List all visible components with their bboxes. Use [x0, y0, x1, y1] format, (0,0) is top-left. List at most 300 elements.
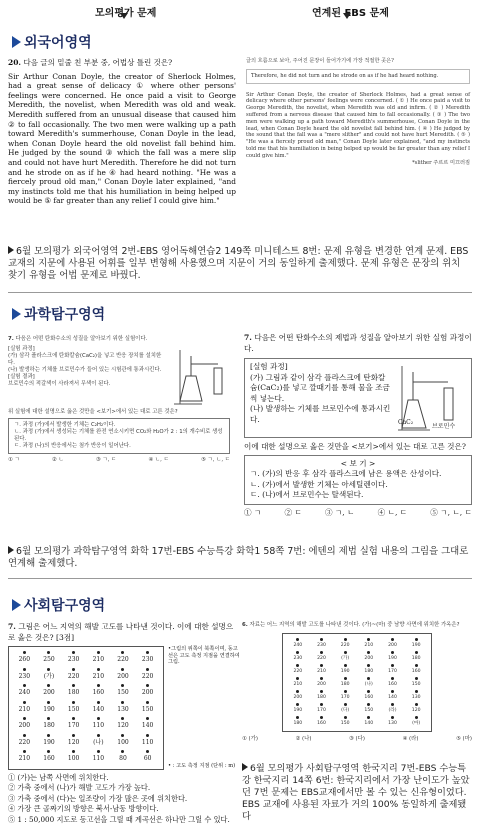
elevation-value: 190 — [293, 708, 302, 713]
bullet-icon — [242, 763, 248, 771]
bullet-icon — [8, 546, 14, 554]
ebs-passage: Sir Arthur Conan Doyle, the creator of Sherlock Holmes, had a great sense of delicacy where other persons' feelings were concerned. ( ① ) He once paid a visit to George Meredith, the novelist, when Meredith was old and infirm. ( ② ) Meredith suffered from a nervous disease that caused him to fall occasionally. ( ③ ) The two men were walking up a path toward Meredith's summerhouse, Conan Doyle in the lead, when Conan Doyle heard the old novelist fall behind him. ( ④ ) He judged by the sound that the fall was a "mere slither" and could not have hurt Meredith. ( ⑤ ) "He was a fiercely proud old man," Conan Doyle later explained, "and my instincts told me that his humiliation in being helped up would be far greater than any relief I could give him." — [246, 92, 470, 160]
measurement-point-icon — [23, 717, 26, 720]
elevation-cell — [382, 716, 404, 727]
measurement-point-icon — [296, 716, 299, 719]
elevation-cell — [112, 701, 135, 716]
elevation-cell — [358, 664, 380, 675]
elevation-cell — [334, 677, 356, 688]
measurement-point-icon — [296, 690, 299, 693]
measurement-point-icon — [121, 651, 124, 654]
elevation-cell — [382, 651, 404, 662]
elevation-cell — [13, 651, 36, 666]
elevation-value: 220 — [142, 673, 153, 680]
triangle-bullet-icon — [12, 36, 21, 48]
elevation-value: 130 — [388, 721, 397, 726]
divider — [8, 578, 472, 579]
elevation-value: 150 — [341, 721, 350, 726]
measurement-point-icon — [72, 717, 75, 720]
elevation-cell — [358, 703, 380, 714]
foreign-mock-question: 20. 다음 글의 밑줄 친 부분 중, 어법상 틀린 것은? Sir Arthur Conan Doyle, the creator of Sherlock Holmes, had a great sense of delicacy ① where other persons' feelings were concerned. He once paid a visit to George Meredith, the novelist, when Meredith was old and weak. Meredith suffered from an unusual disease that caused him ② to fall occasionally. The two men were walking up a path toward Meredith's summerhouse, Conan Doyle in the lead, when Conan Doyle heard the old novelist fall behind him. He judged by the sound ③ which the fall was a mere slip and could not have hurt Meredith. Therefore he did not turn and he strode on as if he ④ had heard nothing. "He was a fiercely proud old man," Conan Doyle later explained, "and my instincts told me that his humiliation in being helped up would be ⑤ far greater than any relief I could give him." — [8, 58, 236, 206]
bogi-box: ㄱ. 과정 (가)에서 발생한 기체는 C₂H₂이다. ㄴ. 과정 (가)에서 생성되는 기체를 완전 연소시키면 CO₂와 H₂O가 2 : 1의 개수비로 생성된다. ㄷ. 과정 (나)의 반응에서는 첨가 반응이 일어난다. — [8, 418, 230, 454]
elevation-cell — [287, 703, 309, 714]
elevation-value: 150 — [364, 708, 373, 713]
measurement-point-icon — [47, 668, 50, 671]
measurement-point-icon — [121, 734, 124, 737]
elevation-cell — [287, 664, 309, 675]
elevation-cell — [62, 684, 85, 699]
measurement-point-icon — [23, 684, 26, 687]
elevation-value: 180 — [68, 689, 79, 696]
measurement-point-icon — [367, 638, 370, 641]
elevation-cell — [13, 668, 36, 683]
elevation-value: 200 — [388, 643, 397, 648]
elevation-cell — [136, 734, 159, 749]
elevation-value: 180 — [293, 721, 302, 726]
elevation-cell — [136, 651, 159, 666]
elevation-value: 180 — [341, 682, 350, 687]
measurement-point-icon — [146, 750, 149, 753]
measurement-point-icon — [391, 638, 394, 641]
measurement-point-icon — [320, 638, 323, 641]
elevation-cell — [358, 651, 380, 662]
elevation-cell — [287, 651, 309, 662]
elevation-cell — [334, 651, 356, 662]
elevation-cell — [405, 638, 427, 649]
elevation-cell — [136, 717, 159, 732]
elevation-value: 150 — [68, 706, 79, 713]
option[interactable]: ⑤ 1 : 50,000 지도로 동고선을 그릴 때 계곡선은 하나만 그릴 수 있다. — [8, 815, 240, 824]
measurement-point-icon — [23, 750, 26, 753]
elevation-value: 180 — [317, 695, 326, 700]
elevation-value: 160 — [317, 721, 326, 726]
elevation-value: 210 — [19, 755, 30, 762]
measurement-point-icon — [344, 664, 347, 667]
measurement-point-icon — [367, 677, 370, 680]
elevation-cell — [112, 684, 135, 699]
choice[interactable]: ② ㄴ — [52, 457, 64, 464]
elevation-value: 170 — [388, 669, 397, 674]
elevation-cell — [334, 690, 356, 701]
measurement-point-icon — [296, 664, 299, 667]
measurement-point-icon — [23, 651, 26, 654]
measurement-point-icon — [320, 690, 323, 693]
elevation-value: 250 — [43, 656, 54, 663]
elevation-cell — [112, 734, 135, 749]
elevation-value: 200 — [142, 689, 153, 696]
measurement-point-icon — [23, 734, 26, 737]
elevation-cell — [405, 703, 427, 714]
map-legend-bottom: • : 고도 측정 지점 (단위 : m) — [168, 763, 240, 770]
measurement-point-icon — [391, 690, 394, 693]
elevation-value: 230 — [68, 656, 79, 663]
elevation-value: 230 — [293, 656, 302, 661]
divider — [8, 292, 472, 293]
elevation-cell — [136, 668, 159, 683]
elevation-cell — [311, 690, 333, 701]
measurement-point-icon — [121, 684, 124, 687]
elevation-value: 140 — [364, 721, 373, 726]
elevation-cell — [112, 717, 135, 732]
elevation-value: 230 — [142, 656, 153, 663]
elevation-cell — [405, 716, 427, 727]
map-legend-top: •그림의 위쪽이 북쪽이며, 동고선은 고도 측정 지점을 연결하여 그림. — [168, 646, 240, 666]
elevation-cell — [38, 750, 61, 765]
measurement-point-icon — [367, 690, 370, 693]
bullet-icon — [8, 246, 14, 254]
elevation-cell — [405, 651, 427, 662]
measurement-point-icon — [23, 701, 26, 704]
elevation-cell — [405, 690, 427, 701]
measurement-point-icon — [367, 664, 370, 667]
measurement-point-icon — [121, 717, 124, 720]
choice[interactable]: ③ (다) — [349, 736, 365, 743]
elevation-cell — [38, 651, 61, 666]
elevation-value: 170 — [317, 708, 326, 713]
elevation-cell — [112, 750, 135, 765]
ebs-problem-label: 연계된 EBS 문제 — [312, 4, 389, 19]
measurement-point-icon — [415, 703, 418, 706]
measurement-point-icon — [47, 684, 50, 687]
measurement-point-icon — [415, 690, 418, 693]
mock-exam-label: 모의평가 문제 — [95, 4, 156, 19]
elevation-value: 140 — [388, 695, 397, 700]
elevation-map — [8, 646, 164, 770]
elevation-cell — [13, 701, 36, 716]
measurement-point-icon — [47, 717, 50, 720]
choice[interactable]: ⑤ (마) — [456, 736, 472, 743]
elevation-value: 220 — [117, 656, 128, 663]
elevation-cell — [382, 664, 404, 675]
elevation-cell — [287, 716, 309, 727]
elevation-cell — [311, 638, 333, 649]
measurement-point-icon — [97, 750, 100, 753]
elevation-cell — [358, 677, 380, 688]
measurement-point-icon — [320, 651, 323, 654]
measurement-point-icon — [47, 701, 50, 704]
elevation-cell — [38, 668, 61, 683]
elevation-cell — [87, 734, 110, 749]
choice[interactable]: ① ㄱ — [8, 457, 20, 464]
elevation-value: 220 — [341, 643, 350, 648]
elevation-cell — [136, 701, 159, 716]
elevation-cell — [287, 677, 309, 688]
measurement-point-icon — [72, 651, 75, 654]
elevation-cell — [358, 690, 380, 701]
elevation-value: 130 — [412, 695, 421, 700]
elevation-value: (다) — [341, 708, 349, 713]
measurement-point-icon — [296, 651, 299, 654]
elevation-map — [282, 633, 432, 732]
elevation-value: 220 — [317, 656, 326, 661]
elevation-cell — [87, 651, 110, 666]
elevation-grid — [13, 651, 159, 765]
elevation-cell — [62, 701, 85, 716]
reaction-apparatus-illustration — [172, 346, 230, 406]
foreign-ebs-question: 글의 흐름으로 보아, 주어진 문장이 들어가기에 가장 적절한 곳은? Therefore, he did not turn and he strode on as if he had heard nothing. Sir Arthur Conan Doyle, the creator of Sherlock Holmes, had a great sense of delicacy where other persons' feelings were concerned. ( ① ) He once paid a visit to George Meredith, the novelist, when Meredith was old and infirm. ( ② ) Meredith suffered from a nervous disease that caused him to fall occasionally. ( ③ ) The two men were walking up a path toward Meredith's summerhouse, Conan Doyle in the lead, when Conan Doyle heard the old novelist fall behind him. ( ④ ) He judged by the sound that the fall was a "mere slither" and could not have hurt Meredith. ( ⑤ ) "He was a fiercely proud old man," Conan Doyle later explained, "and my instincts told me that his humiliation in being helped up would be far greater than any relief I could give him." *slither 주르르 미끄러짐 — [246, 58, 470, 166]
measurement-point-icon — [344, 703, 347, 706]
bromine-label: 브로민수 — [432, 422, 455, 430]
elevation-cell — [311, 716, 333, 727]
answer-choices — [8, 457, 230, 464]
elevation-cell — [62, 717, 85, 732]
triangle-bullet-icon — [12, 599, 21, 611]
measurement-point-icon — [415, 638, 418, 641]
measurement-point-icon — [23, 668, 26, 671]
measurement-point-icon — [415, 716, 418, 719]
elevation-value: 140 — [93, 706, 104, 713]
measurement-point-icon — [97, 668, 100, 671]
option[interactable]: ④ 가장 큰 골짜기의 방향은 북서-남동 방향이다. — [8, 804, 240, 814]
elevation-value: 150 — [117, 689, 128, 696]
elevation-value: 170 — [341, 695, 350, 700]
measurement-point-icon — [320, 703, 323, 706]
elevation-value: 200 — [293, 695, 302, 700]
elevation-cell — [334, 664, 356, 675]
elevation-cell — [62, 668, 85, 683]
elevation-cell — [62, 734, 85, 749]
elevation-value: 160 — [364, 695, 373, 700]
elevation-value: 220 — [68, 673, 79, 680]
elevation-value: 210 — [93, 673, 104, 680]
elevation-cell — [112, 668, 135, 683]
elevation-cell — [287, 690, 309, 701]
elevation-cell — [13, 734, 36, 749]
elevation-value: 210 — [364, 643, 373, 648]
measurement-point-icon — [47, 750, 50, 753]
elevation-cell — [334, 638, 356, 649]
elevation-cell — [38, 701, 61, 716]
cac2-label: CaC₂ — [398, 419, 414, 426]
elevation-value: 180 — [364, 669, 373, 674]
bogi-box: < 보 기 > ㄱ. (가)의 반응 후 삼각 플라스크에 남은 용액은 산성이다. ㄴ. (가)에서 발생한 기체는 아세틸렌이다. ㄷ. (나)에서 브로민수는 탈색된다. — [244, 455, 472, 505]
option[interactable]: ② 가축 중에서 (나)가 해발 고도가 가장 높다. — [8, 783, 240, 793]
elevation-value: 150 — [142, 706, 153, 713]
measurement-point-icon — [344, 638, 347, 641]
elevation-cell — [136, 684, 159, 699]
measurement-point-icon — [391, 716, 394, 719]
elevation-cell — [334, 716, 356, 727]
measurement-point-icon — [344, 716, 347, 719]
elevation-cell — [87, 684, 110, 699]
elevation-value: (라) — [388, 708, 396, 713]
elevation-value: 200 — [19, 722, 30, 729]
elevation-value: 180 — [43, 722, 54, 729]
science-mock-question: 7. 다음은 어떤 탄화수소의 성질을 알아보기 위한 실험이다. [실험 과정] (가) 삼각 플라스크에 탄화칼슘(CaC₂)을 넣고 반응 장치를 설치한다. (나) 발생하는 기체를 브로민수가 들어 있는 시험관에 통과시킨다. [실험 결과] 브로민수의 적갈색이 사라져서 무색이 된다. 위 실험에 대한 설명으로 옳은 것만을 <보기>에서 있는 대로 고른 것은? ㄱ. 과정 (가)에서 발생한 기체는 C₂H₂이다. ㄴ. 과정 (가)에서 생성되는 기체를 완전 연소시키면 CO₂와 H₂O가 2 : 1의 개수비로 생성된다. ㄷ. 과정 (나)의 반응에서는 첨가 반응이 일어난다. ① ㄱ ② ㄴ ③ ㄱ, ㄷ ④ ㄴ, ㄷ ⑤ ㄱ, ㄴ, ㄷ — [8, 336, 230, 464]
elevation-value: (나) — [93, 739, 103, 746]
given-sentence-box: Therefore, he did not turn and he strode on as if he had heard nothing. — [246, 69, 470, 84]
measurement-point-icon — [320, 664, 323, 667]
choice[interactable]: ③ ㄱ, ㄷ — [96, 457, 116, 464]
choice[interactable]: ① ㄱ — [244, 508, 261, 519]
elevation-value: 200 — [364, 656, 373, 661]
measurement-point-icon — [97, 651, 100, 654]
elevation-value: 110 — [93, 755, 104, 762]
elevation-cell — [38, 734, 61, 749]
measurement-point-icon — [296, 638, 299, 641]
procedure-box: [실험 과정] (가) 그림과 같이 삼각 플라스크에 탄화칼슘(CaC₂)를 넣고 깔때기를 통해 물을 조금씩 넣는다. (나) 발생하는 기체를 브로민수에 통과시킨다. CaC₂ 브로민수 — [244, 358, 472, 438]
measurement-point-icon — [296, 677, 299, 680]
choice[interactable]: ⑤ ㄱ, ㄴ, ㄷ — [430, 508, 472, 519]
measurement-point-icon — [344, 677, 347, 680]
measurement-point-icon — [72, 668, 75, 671]
elevation-cell — [311, 703, 333, 714]
elevation-cell — [358, 638, 380, 649]
elevation-cell — [136, 750, 159, 765]
elevation-cell — [13, 684, 36, 699]
elevation-cell — [405, 677, 427, 688]
measurement-point-icon — [97, 684, 100, 687]
measurement-point-icon — [121, 701, 124, 704]
section-title-science: 과학탐구영역 — [12, 304, 105, 324]
comparison-header — [0, 0, 480, 22]
elevation-value: 150 — [412, 682, 421, 687]
measurement-point-icon — [97, 701, 100, 704]
question-passage: Sir Arthur Conan Doyle, the creator of Sherlock Holmes, had a great sense of delicacy ① where other persons' feelings were concerned. He once paid a visit to George Meredith, the novelist, when Meredith was old and weak. Meredith suffered from an unusual disease that caused him ② to fall occasionally. The two men were walking up a path toward Meredith's summerhouse, Conan Doyle in the lead, when Conan Doyle heard the old novelist fall behind him. He judged by the sound ③ which the fall was a mere slip and could not have hurt Meredith. Therefore he did not turn and he strode on as if he ④ had heard nothing. "He was a fiercely proud old man," Conan Doyle later explained, "and my instincts told me that his humiliation in being helped up would be ⑤ far greater than any relief I could give him." — [8, 72, 236, 206]
elevation-value: 130 — [117, 706, 128, 713]
elevation-value: 160 — [93, 689, 104, 696]
measurement-point-icon — [344, 690, 347, 693]
elevation-value: 110 — [142, 739, 153, 746]
measurement-point-icon — [72, 684, 75, 687]
elevation-cell — [334, 703, 356, 714]
choice[interactable]: ② ㄷ — [284, 508, 301, 519]
elevation-cell — [382, 703, 404, 714]
elevation-cell — [112, 651, 135, 666]
elevation-value: 140 — [142, 722, 153, 729]
measurement-point-icon — [121, 750, 124, 753]
elevation-value: 210 — [293, 682, 302, 687]
elevation-value: 210 — [19, 706, 30, 713]
elevation-value: 210 — [93, 656, 104, 663]
elevation-value: 210 — [317, 669, 326, 674]
answer-choices — [242, 736, 472, 743]
elevation-cell — [87, 750, 110, 765]
elevation-value: 120 — [117, 722, 128, 729]
elevation-cell — [13, 717, 36, 732]
measurement-point-icon — [415, 664, 418, 667]
elevation-value: 100 — [117, 739, 128, 746]
social-ebs-question: 6. 자료는 어느 지역의 해발 고도를 나타낸 것이다. (가)~(마) 중 남향 사면에 위치한 가옥은? 240 230 220 210 200 190 230 220 (가) 200 190 180 220 210 190 180 170 160 210 200 180 (나) 160 150 200 180 170 160 140 130 190 170 (다) 150 (라) 120 180 160 150 140 130 (마) ① (가) ② (나) ③ (다) ④ (라) ⑤ (마) 6월 모의평가 사회탐구영역 한국지리 7번-EBS 수능특강 한국지리 14쪽 6번: 한국지리에서 가장 난이도가 높았던 7번 문제는 EBS교재에서만 볼 수 있는 신유형이었다. EBS 교재에 사용된 자료가 거의 100% 동일하게 출제됐다 — [242, 622, 472, 823]
measurement-point-icon — [72, 701, 75, 704]
elevation-grid — [287, 638, 427, 727]
measurement-point-icon — [320, 677, 323, 680]
measurement-point-icon — [97, 734, 100, 737]
measurement-point-icon — [121, 668, 124, 671]
measurement-point-icon — [146, 701, 149, 704]
elevation-value: (가) — [44, 673, 54, 680]
section-title-social: 사회탐구영역 — [12, 595, 105, 615]
elevation-value: (마) — [412, 721, 420, 726]
elevation-cell — [62, 750, 85, 765]
elevation-value: 190 — [43, 739, 54, 746]
elevation-cell — [87, 701, 110, 716]
elevation-cell — [311, 651, 333, 662]
elevation-value: 80 — [119, 755, 127, 762]
choice[interactable]: ④ (라) — [403, 736, 419, 743]
measurement-point-icon — [146, 684, 149, 687]
measurement-point-icon — [344, 651, 347, 654]
answer-options — [8, 773, 240, 824]
measurement-point-icon — [146, 651, 149, 654]
measurement-point-icon — [72, 734, 75, 737]
elevation-value: 160 — [412, 669, 421, 674]
elevation-cell — [382, 677, 404, 688]
foreign-note: 6월 모의평가 외국어영역 2번-EBS 영어독해연습2 149쪽 미니테스트 8번: 문제 유형을 변경한 연계 문제. EBS 교재의 지문에 사용된 어휘를 일부 변형해 사용했으며 지문이 거의 동일하게 출제했다. 문제 유형은 문장의 위치 찾기 유형을 어법 문제로 바꿨다. — [8, 246, 470, 282]
triangle-bullet-icon — [12, 308, 21, 320]
down-arrow-icon — [120, 13, 128, 19]
measurement-point-icon — [320, 716, 323, 719]
elevation-value: (가) — [341, 656, 349, 661]
option[interactable]: ③ 가축 중에서 (다)는 일조량이 가장 많은 곳에 위치한다. — [8, 794, 240, 804]
measurement-point-icon — [415, 651, 418, 654]
elevation-cell — [38, 684, 61, 699]
choice[interactable]: ② (나) — [296, 736, 312, 743]
measurement-point-icon — [146, 734, 149, 737]
elevation-value: 190 — [341, 669, 350, 674]
measurement-point-icon — [367, 651, 370, 654]
measurement-point-icon — [146, 717, 149, 720]
elevation-value: 170 — [68, 722, 79, 729]
elevation-cell — [13, 750, 36, 765]
reaction-apparatus-illustration — [396, 362, 466, 434]
choice[interactable]: ④ ㄴ, ㄷ — [378, 508, 408, 519]
elevation-cell — [405, 664, 427, 675]
elevation-value: 230 — [19, 673, 30, 680]
measurement-point-icon — [146, 668, 149, 671]
choice[interactable]: ③ ㄱ, ㄴ — [325, 508, 355, 519]
measurement-point-icon — [391, 664, 394, 667]
elevation-value: 120 — [412, 708, 421, 713]
elevation-value: 100 — [68, 755, 79, 762]
elevation-value: 260 — [19, 656, 30, 663]
elevation-value: 160 — [388, 682, 397, 687]
choice[interactable]: ① (가) — [242, 736, 258, 743]
measurement-point-icon — [47, 734, 50, 737]
measurement-point-icon — [296, 703, 299, 706]
elevation-value: 190 — [412, 643, 421, 648]
elevation-value: 240 — [19, 689, 30, 696]
elevation-value: 190 — [388, 656, 397, 661]
option[interactable]: ① (가)는 남쪽 사면에 위치한다. — [8, 773, 240, 783]
elevation-value: 240 — [293, 643, 302, 648]
elevation-cell — [311, 677, 333, 688]
measurement-point-icon — [47, 651, 50, 654]
measurement-point-icon — [391, 677, 394, 680]
elevation-cell — [382, 638, 404, 649]
elevation-value: 230 — [317, 643, 326, 648]
elevation-value: 200 — [317, 682, 326, 687]
elevation-cell — [358, 716, 380, 727]
elevation-value: 220 — [19, 739, 30, 746]
elevation-cell — [287, 638, 309, 649]
choice[interactable]: ④ ㄴ, ㄷ — [148, 457, 168, 464]
elevation-cell — [311, 664, 333, 675]
elevation-value: 200 — [117, 673, 128, 680]
down-arrow-icon — [343, 13, 351, 19]
measurement-point-icon — [415, 677, 418, 680]
social-note: 6월 모의평가 사회탐구영역 한국지리 7번-EBS 수능특강 한국지리 14쪽 6번: 한국지리에서 가장 난이도가 높았던 7번 문제는 EBS교재에서만 볼 수 있는 신유형이었다. EBS 교재에 사용된 자료가 거의 100% 동일하게 출제됐다 — [242, 763, 472, 823]
answer-choices — [244, 508, 472, 519]
section-title-foreign: 외국어영역 — [12, 32, 92, 52]
elevation-value: 60 — [144, 755, 152, 762]
choice[interactable]: ⑤ ㄱ, ㄴ, ㄷ — [201, 457, 230, 464]
elevation-value: 180 — [412, 656, 421, 661]
elevation-value: 120 — [68, 739, 79, 746]
science-note: 6월 모의평가 과학탐구영역 화학 17번-EBS 수능특강 화학1 58쪽 7번: 에텐의 제법 실험 내용의 그림을 그대로 연계해 출제했다. — [8, 546, 470, 570]
elevation-value: 200 — [43, 689, 54, 696]
measurement-point-icon — [391, 703, 394, 706]
